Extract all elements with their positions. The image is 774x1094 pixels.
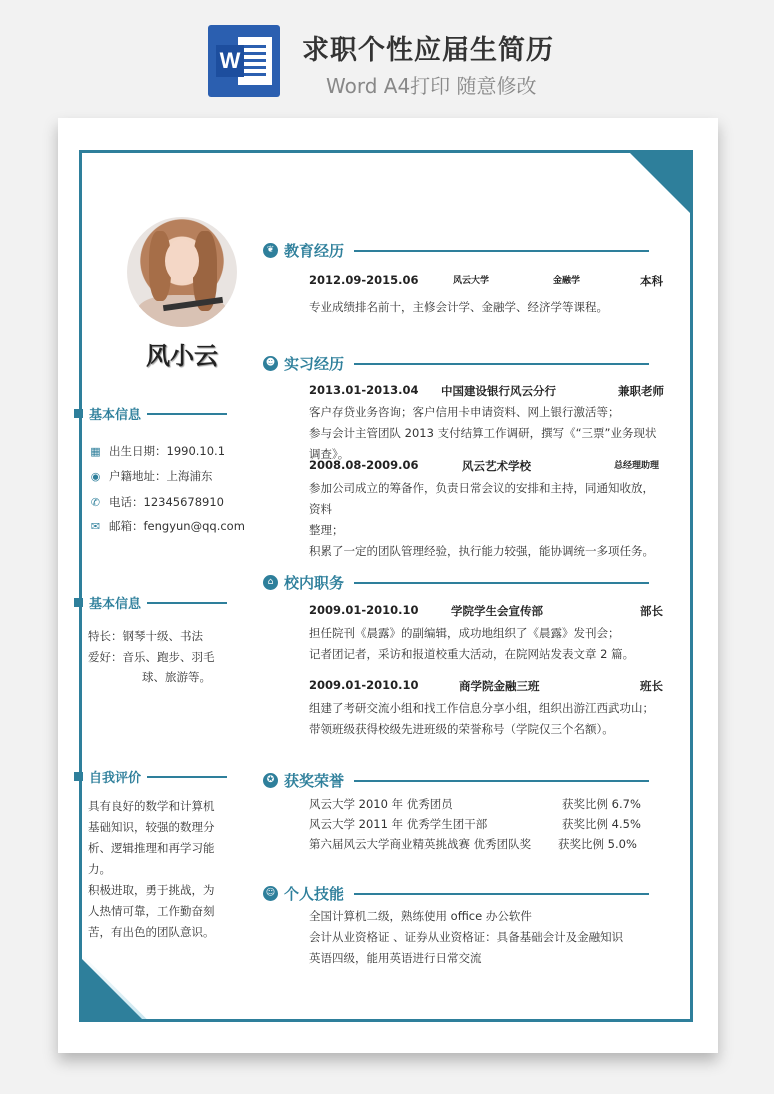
specialty-text: 特长：钢琴十级、书法 <box>88 629 203 643</box>
corner-triangle-top-right <box>628 151 692 215</box>
location-icon: ◉ <box>90 469 101 483</box>
leaf-icon: ❦ <box>263 243 278 258</box>
word-logo-icon <box>208 25 280 97</box>
education-desc: 专业成绩排名前十，主修会计学、金融学、经济学等课程。 <box>309 300 608 314</box>
resume-paper: 风小云 基本信息 ▦ 出生日期：1990.10.1 ◉ 户籍地址：上海浦东 ✆ 电话：12345678910 ✉ 邮箱：fengyun@qq.com 基本信息 特长：钢琴十级、书法 爱好：音乐、跑步、羽毛 球、旅游等。 自我评价 具有良好的数学和计算机 基础知识，较强的数理分 析、逻辑推理和再学习能 力。 积极进取，勇于挑战，为 人热情可靠，工作勤奋刻 苦，有出色的团队意识。 ❦ 教育经历 2012.09-2015.06 风云大学 金融学 本科 专业成绩排名前十，主修会计学、金融学、经济学等课程。 ☻ 实习经历 2013.01-2013.04 中国建设银行风云分行 兼职老师 客户存贷业务咨询；客户信用卡申请资料、网上银行激活等； 参与会计主管团队 2013 支付结算工作调研，撰写《“三票”业务现状调查》。 2008.08-2009.06 风云艺术学校 总经理助理 参加公司成立的筹备作，负责日常会议的安排和主持，同通知收放，资料 整理； 积累了一定的团队管理经验，执行能力较强，能协调统一多项任务。 ⌂ 校内职务 2009.01-2010.10 学院学生会宣传部 部长 担任院刊《晨露》的副编辑，成功地组织了《晨露》发刊会； 记者团记者，采访和报道校重大活动，在院网站发表文章 2 篇。 2009.01-2010.10 商学院金融三班 班长 组建了考研交流小组和找工作信息分享小组，组织出游江西武功山； 带领班级获得校级先进班级的荣誉称号（学院仅三个名额）。 ✪ 获奖荣誉 风云大学 2010 年 优秀团员 获奖比例 6.7% 风云大学 2011 年 优秀学生团干部 获奖比例 4.5% 第六届风云大学商业精英挑战赛 优秀团队奖 获奖比例 5.0% ☺ 个人技能 全国计算机二级，熟练使用 office 办公软件 会计从业资格证 、证券从业资格证：具备基础会计及金融知识 英语四级，能用英语进行日常交流 <box>58 118 718 1053</box>
medal-icon: ✪ <box>263 773 278 788</box>
hobby-text-cont: 球、旅游等。 <box>142 670 211 684</box>
skills-desc: 全国计算机二级，熟练使用 office 办公软件 会计从业资格证 、证券从业资格证：具备基础会计及金融知识 英语四级，能用英语进行日常交流 <box>309 909 624 965</box>
email-address: ✉ 邮箱：fengyun@qq.com <box>90 519 245 533</box>
hobby-text: 爱好：音乐、跑步、羽毛 <box>88 650 215 664</box>
campus-heading: ⌂ 校内职务 <box>263 572 649 593</box>
phone-number: ✆ 电话：12345678910 <box>90 495 224 509</box>
home-icon: ⌂ <box>263 575 278 590</box>
avatar <box>127 217 237 327</box>
campus-desc-2: 组建了考研交流小组和找工作信息分享小组，组织出游江西武功山； 带领班级获得校级先进班级的荣誉称号（学院仅三个名额）。 <box>309 701 654 736</box>
self-eval-text: 具有良好的数学和计算机 基础知识，较强的数理分 析、逻辑推理和再学习能 力。 积极进取，勇于挑战，为 人热情可靠，工作勤奋刻 苦，有出色的团队意识。 <box>88 799 215 939</box>
page-subtitle: Word A4打印 随意修改 <box>326 74 537 98</box>
campus-desc-1: 担任院刊《晨露》的副编辑，成功地组织了《晨露》发刊会； 记者团记者，采访和报道校重大活动，在院网站发表文章 2 篇。 <box>309 626 635 661</box>
corner-triangle-bottom-left <box>80 957 144 1021</box>
home-address: ◉ 户籍地址：上海浦东 <box>90 469 213 483</box>
candidate-name: 风小云 <box>146 342 218 370</box>
calendar-icon: ▦ <box>90 444 101 458</box>
basic-info-heading: 基本信息 <box>74 404 227 423</box>
word-letter: W <box>216 45 244 77</box>
awards-heading: ✪ 获奖荣誉 <box>263 770 649 791</box>
education-heading: ❦ 教育经历 <box>263 240 649 261</box>
internship-desc-1: 客户存贷业务咨询；客户信用卡申请资料、网上银行激活等； 参与会计主管团队 2013 支付结算工作调研，撰写《“三票”业务现状调查》。 <box>309 405 657 461</box>
internship-desc-2: 参加公司成立的筹备作，负责日常会议的安排和主持，同通知收放，资料 整理； 积累了一定的团队管理经验，执行能力较强，能协调统一多项任务。 <box>309 481 654 558</box>
birth-date: ▦ 出生日期：1990.10.1 <box>90 444 226 458</box>
skills-heading: ☺ 个人技能 <box>263 883 649 904</box>
self-eval-heading: 自我评价 <box>74 767 227 786</box>
phone-icon: ✆ <box>90 495 101 509</box>
page-title: 求职个性应届生简历 <box>302 35 554 66</box>
hobbies-heading: 基本信息 <box>74 593 227 612</box>
person-icon: ☻ <box>263 356 278 371</box>
internship-heading: ☻ 实习经历 <box>263 353 649 374</box>
user-icon: ☺ <box>263 886 278 901</box>
mail-icon: ✉ <box>90 519 101 533</box>
